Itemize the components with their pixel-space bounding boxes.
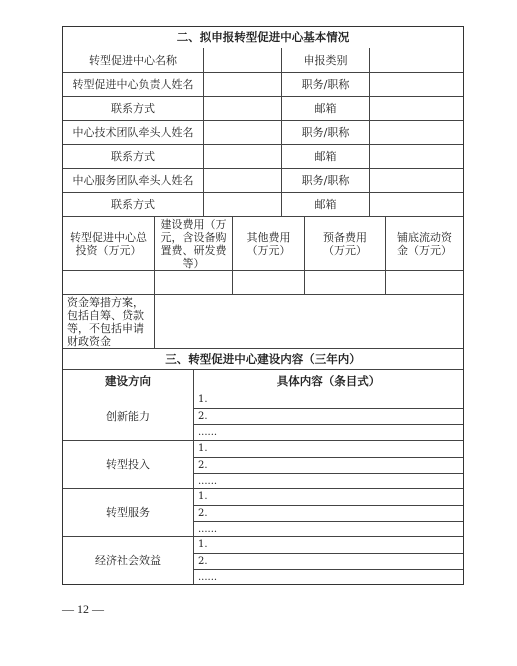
field-value[interactable]: [203, 48, 281, 72]
field-value-2[interactable]: [369, 121, 463, 144]
basic-info-row: [63, 144, 463, 168]
field-value[interactable]: [203, 97, 281, 120]
reserve-cost-label: 预备费用（万元）: [304, 217, 385, 270]
field-label-2: 职务/职称: [281, 169, 369, 192]
content-item[interactable]: 1.: [198, 443, 208, 454]
field-label-2: 申报类别: [281, 48, 369, 72]
table3-header-row: [63, 369, 463, 392]
section2-title: 二、拟申报转型促进中心基本情况: [176, 30, 350, 44]
content-cell: [193, 392, 463, 440]
basic-info-row: [63, 96, 463, 120]
total-investment-value[interactable]: [63, 271, 154, 294]
field-label-2: 邮箱: [281, 193, 369, 216]
field-value-2[interactable]: [369, 97, 463, 120]
working-capital-label: 铺底流动资金（万元）: [385, 217, 463, 270]
content-item[interactable]: 2.: [194, 505, 463, 521]
other-cost-value[interactable]: [232, 271, 304, 294]
direction-row: [63, 392, 463, 440]
construction-cost-value[interactable]: [154, 271, 232, 294]
content-item[interactable]: 1.: [198, 394, 208, 405]
basic-info-rows: [63, 48, 463, 216]
content-cell: [193, 489, 463, 536]
content-item[interactable]: ......: [194, 473, 463, 489]
content-item[interactable]: 1.: [198, 539, 208, 550]
field-label-2: 邮箱: [281, 145, 369, 168]
content-item[interactable]: ......: [194, 569, 463, 585]
direction-rows: [63, 392, 463, 584]
working-capital-value[interactable]: [385, 271, 463, 294]
fund-plan-label: 资金筹措方案，包括自筹、贷款等，不包括申请财政资金: [67, 295, 144, 348]
field-value-2[interactable]: [369, 73, 463, 96]
field-value[interactable]: [203, 193, 281, 216]
field-value[interactable]: [203, 145, 281, 168]
field-value[interactable]: [203, 169, 281, 192]
field-value-2[interactable]: [369, 48, 463, 72]
total-investment-label: 转型促进中心总投资（万元）: [70, 230, 147, 257]
field-label-2: 职务/职称: [281, 73, 369, 96]
direction-row: [63, 488, 463, 536]
fund-plan-row: [63, 294, 463, 348]
field-value-2[interactable]: [369, 145, 463, 168]
fund-plan-value[interactable]: [154, 295, 463, 348]
field-value[interactable]: [203, 73, 281, 96]
application-form: [62, 26, 464, 585]
basic-info-row: [63, 192, 463, 216]
field-label: 中心技术团队牵头人姓名: [72, 126, 194, 139]
basic-info-row: [63, 120, 463, 144]
section3-title: 三、转型促进中心建设内容（三年内）: [165, 351, 361, 366]
investment-header-row: [63, 216, 463, 270]
content-item[interactable]: ......: [194, 424, 463, 440]
field-label: 中心服务团队牵头人姓名: [72, 174, 194, 187]
direction-name: 转型投入: [106, 458, 150, 471]
content-item[interactable]: ......: [194, 521, 463, 537]
basic-info-row: [63, 48, 463, 72]
field-value-2[interactable]: [369, 193, 463, 216]
investment-values-row: [63, 270, 463, 294]
page-number: — 12 —: [62, 602, 104, 616]
direction-name: 创新能力: [106, 409, 150, 423]
field-label: 联系方式: [111, 102, 155, 115]
field-label: 转型促进中心负责人姓名: [72, 78, 194, 91]
field-value-2[interactable]: [369, 169, 463, 192]
construction-cost-label: 建设费用（万元，含设备购置费、研发费等）: [154, 217, 232, 270]
field-label: 转型促进中心名称: [89, 53, 177, 67]
direction-header: 建设方向: [105, 373, 151, 388]
field-label-2: 职务/职称: [281, 121, 369, 144]
content-cell: [193, 441, 463, 488]
direction-row: [63, 440, 463, 488]
content-header: 具体内容（条目式）: [193, 370, 463, 392]
content-cell: [193, 537, 463, 584]
content-item[interactable]: 2.: [194, 457, 463, 473]
content-item[interactable]: 2.: [194, 408, 463, 424]
direction-name: 转型服务: [106, 506, 150, 519]
field-label: 联系方式: [111, 198, 155, 211]
section3-title-row: [63, 348, 463, 369]
field-label: 联系方式: [111, 150, 155, 163]
content-item[interactable]: 2.: [194, 553, 463, 569]
field-label-2: 邮箱: [281, 97, 369, 120]
direction-name: 经济社会效益: [95, 554, 161, 567]
field-value[interactable]: [203, 121, 281, 144]
basic-info-row: [63, 72, 463, 96]
basic-info-row: [63, 168, 463, 192]
reserve-cost-value[interactable]: [304, 271, 385, 294]
section2-title-row: [63, 27, 463, 48]
other-cost-label: 其他费用（万元）: [232, 217, 304, 270]
direction-row: [63, 536, 463, 584]
content-item[interactable]: 1.: [198, 491, 208, 502]
